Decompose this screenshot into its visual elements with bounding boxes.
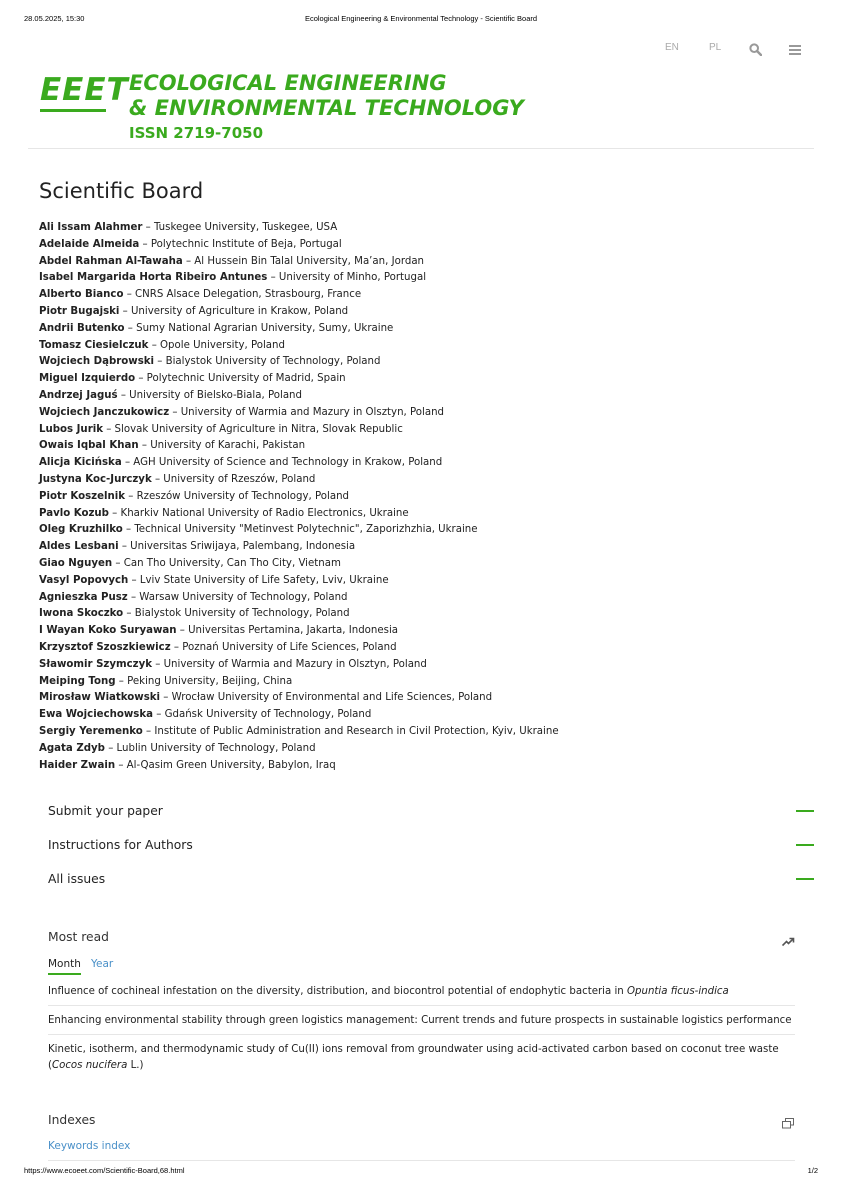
member-affiliation: – Can Tho University, Can Tho City, Vietnam <box>112 557 341 569</box>
board-member <box>39 254 819 271</box>
accordion-item[interactable] <box>48 835 814 855</box>
member-name: Piotr Koszelnik <box>39 490 126 502</box>
board-member <box>39 405 819 422</box>
member-name: I Wayan Koko Suryawan <box>39 625 177 637</box>
member-affiliation: – Al Hussein Bin Talal University, Ma’an, Jordan <box>182 255 425 267</box>
member-name: Adelaide Almeida <box>39 238 140 250</box>
lang-pl-link[interactable]: PL <box>709 42 722 53</box>
most-read-title: Most read <box>48 930 109 944</box>
header-divider <box>28 148 814 149</box>
member-affiliation: – Poznań University of Life Sciences, Poland <box>170 641 397 653</box>
windows-icon <box>782 1114 794 1133</box>
accordion-item[interactable] <box>48 801 814 821</box>
board-member <box>39 539 819 556</box>
board-member <box>39 657 819 674</box>
member-affiliation: – Universitas Sriwijaya, Palembang, Indonesia <box>118 541 356 553</box>
member-affiliation: – Opole University, Poland <box>148 339 285 351</box>
member-name: Owais Iqbal Khan <box>39 440 139 452</box>
member-affiliation: – Tuskegee University, Tuskegee, USA <box>142 222 338 233</box>
board-member <box>39 506 819 523</box>
tab-year[interactable]: Year <box>91 958 114 970</box>
lang-en-link[interactable]: EN <box>665 42 679 53</box>
article-title-italic: Opuntia ficus-indica <box>627 986 729 997</box>
board-member <box>39 422 819 439</box>
member-affiliation: – University of Minho, Portugal <box>267 272 427 284</box>
member-affiliation: – University of Agriculture in Krakow, Poland <box>119 305 349 317</box>
member-name: Agata Zdyb <box>39 742 105 754</box>
member-name: Isabel Margarida Horta Ribeiro Antunes <box>39 272 268 284</box>
article-title: Enhancing environmental stability through green logistics management: Current trends and future prospects in sustainable logistics performance <box>48 1015 792 1026</box>
member-name: Haider Zwain <box>39 759 116 771</box>
member-name: Tomasz Ciesielczuk <box>39 339 149 351</box>
article-title: Kinetic, isotherm, and thermodynamic study of Cu(II) ions removal from groundwater using acid-activated carbon based on coconut tree waste ( <box>48 1044 779 1071</box>
member-affiliation: – Warsaw University of Technology, Poland <box>127 591 348 603</box>
member-name: Abdel Rahman Al-Tawaha <box>39 255 183 267</box>
member-name: Giao Nguyen <box>39 557 113 569</box>
board-member <box>39 590 819 607</box>
member-affiliation: – Bialystok University of Technology, Poland <box>154 356 381 368</box>
member-name: Alberto Bianco <box>39 289 124 301</box>
board-member <box>39 338 819 355</box>
member-affiliation: – Institute of Public Administration and Research in Civil Protection, Kyiv, Ukraine <box>142 725 559 737</box>
board-member <box>39 573 819 590</box>
member-name: Ali Issam Alahmer <box>39 222 143 233</box>
logo-name-line1: ECOLOGICAL ENGINEERING <box>129 71 447 95</box>
member-name: Sergiy Yeremenko <box>39 725 143 737</box>
member-affiliation: – Lublin University of Technology, Poland <box>104 742 316 754</box>
board-member <box>39 472 819 489</box>
member-affiliation: – AGH University of Science and Technology in Krakow, Poland <box>121 457 443 469</box>
member-affiliation: – University of Rzeszów, Poland <box>151 473 316 485</box>
board-member <box>39 321 819 338</box>
logo-issn: ISSN 2719-7050 <box>129 124 264 142</box>
board-member <box>39 741 819 758</box>
board-member <box>39 237 819 254</box>
member-affiliation: – Technical University "Metinvest Polytechnic", Zaporizhzhia, Ukraine <box>122 524 478 536</box>
board-member <box>39 724 819 741</box>
accordion-label: Submit your paper <box>48 804 163 818</box>
member-name: Krzysztof Szoszkiewicz <box>39 641 171 653</box>
accordion-item[interactable] <box>48 869 814 889</box>
minus-icon[interactable] <box>796 844 814 846</box>
tab-month[interactable]: Month <box>48 956 81 975</box>
member-name: Miguel Izquierdo <box>39 373 136 385</box>
print-url: https://www.ecoeet.com/Scientific-Board,68.html <box>24 1166 185 1175</box>
board-member <box>39 438 819 455</box>
board-member <box>39 522 819 539</box>
most-read-list <box>48 984 795 1086</box>
member-name: Oleg Kruzhilko <box>39 524 123 536</box>
member-affiliation: – University of Warmia and Mazury in Olsztyn, Poland <box>169 406 445 418</box>
board-member <box>39 354 819 371</box>
board-member <box>39 674 819 691</box>
article-title-end: L.) <box>127 1060 144 1071</box>
board-member <box>39 304 819 321</box>
board-member <box>39 556 819 573</box>
member-name: Justyna Koc-Jurczyk <box>39 473 152 485</box>
accordion-label: Instructions for Authors <box>48 838 193 852</box>
minus-icon[interactable] <box>796 810 814 812</box>
journal-logo[interactable] <box>38 70 524 145</box>
member-name: Wojciech Dąbrowski <box>39 356 155 368</box>
member-name: Alicja Kicińska <box>39 457 122 469</box>
print-title: Ecological Engineering & Environmental Technology - Scientific Board <box>304 14 538 23</box>
article-title: Influence of cochineal infestation on the diversity, distribution, and biocontrol potential of endophytic bacteria in <box>48 986 627 997</box>
board-member <box>39 758 819 775</box>
member-name: Agnieszka Pusz <box>39 591 128 603</box>
board-member <box>39 455 819 472</box>
member-affiliation: – Polytechnic Institute of Beja, Portugal <box>139 238 342 250</box>
board-member <box>39 690 819 707</box>
member-affiliation: – Sumy National Agrarian University, Sumy, Ukraine <box>124 322 394 334</box>
board-member <box>39 388 819 405</box>
board-member <box>39 287 819 304</box>
print-date: 28.05.2025, 15:30 <box>24 14 85 23</box>
indexes-divider <box>48 1160 795 1161</box>
member-affiliation: – Peking University, Beijing, China <box>115 675 293 687</box>
member-affiliation: – Kharkiv National University of Radio Electronics, Ukraine <box>108 507 409 519</box>
logo-abbr: EEET <box>40 72 129 108</box>
board-member <box>39 270 819 287</box>
member-name: Lubos Jurik <box>39 423 103 435</box>
board-member <box>39 707 819 724</box>
logo-underline <box>40 109 106 112</box>
member-affiliation: – Lviv State University of Life Safety, Lviv, Ukraine <box>128 574 389 586</box>
article-title-italic: Cocos nucifera <box>51 1060 128 1071</box>
member-name: Piotr Bugajski <box>39 305 120 317</box>
member-name: Vasyl Popovych <box>39 574 129 586</box>
print-header <box>24 14 818 26</box>
board-member <box>39 640 819 657</box>
member-affiliation: – Slovak University of Agriculture in Nitra, Slovak Republic <box>102 423 403 435</box>
member-name: Wojciech Janczukowicz <box>39 406 170 418</box>
member-name: Mirosław Wiatkowski <box>39 692 161 704</box>
member-name: Aldes Lesbani <box>39 541 119 553</box>
member-affiliation: – CNRS Alsace Delegation, Strasbourg, France <box>123 289 362 301</box>
board-member <box>39 371 819 388</box>
top-nav <box>650 42 810 56</box>
board-member <box>39 623 819 640</box>
member-name: Andrzej Jaguś <box>39 389 118 401</box>
menu-icon[interactable] <box>789 41 801 60</box>
board-member <box>39 606 819 623</box>
print-footer <box>24 1166 818 1178</box>
keywords-index-link[interactable]: Keywords index <box>48 1140 131 1152</box>
search-icon[interactable] <box>749 41 762 60</box>
print-page-count: 1/2 <box>807 1166 818 1175</box>
member-name: Meiping Tong <box>39 675 116 687</box>
indexes-title: Indexes <box>48 1113 96 1127</box>
member-affiliation: – University of Bielsko-Biala, Poland <box>117 389 302 401</box>
most-read-article-link[interactable] <box>48 1042 795 1079</box>
member-affiliation: – Wrocław University of Environmental and Life Sciences, Poland <box>160 692 493 704</box>
page-title: Scientific Board <box>39 179 204 203</box>
member-affiliation: – University of Karachi, Pakistan <box>138 440 306 452</box>
member-name: Andrii Butenko <box>39 322 125 334</box>
board-member <box>39 489 819 506</box>
logo-name-line2: & ENVIRONMENTAL TECHNOLOGY <box>129 96 524 120</box>
scientific-board-list <box>39 220 819 774</box>
accordion-label: All issues <box>48 872 106 886</box>
most-read-article-link[interactable] <box>48 984 795 1006</box>
trending-up-icon <box>782 932 795 951</box>
minus-icon[interactable] <box>796 878 814 880</box>
member-affiliation: – Rzeszów University of Technology, Poland <box>125 490 349 502</box>
member-name: Iwona Skoczko <box>39 608 124 620</box>
member-name: Ewa Wojciechowska <box>39 709 154 721</box>
member-affiliation: – Gdańsk University of Technology, Poland <box>153 709 372 721</box>
member-affiliation: – Polytechnic University of Madrid, Spain <box>135 373 346 385</box>
member-affiliation: – Universitas Pertamina, Jakarta, Indonesia <box>176 625 399 637</box>
member-name: Sławomir Szymczyk <box>39 658 152 670</box>
most-read-article-link[interactable] <box>48 1013 795 1035</box>
member-affiliation: – Al-Qasim Green University, Babylon, Iraq <box>115 759 336 771</box>
member-affiliation: – Bialystok University of Technology, Poland <box>123 608 350 620</box>
member-affiliation: – University of Warmia and Mazury in Olsztyn, Poland <box>152 658 427 670</box>
member-name: Pavlo Kozub <box>39 507 109 519</box>
board-member <box>39 220 819 237</box>
